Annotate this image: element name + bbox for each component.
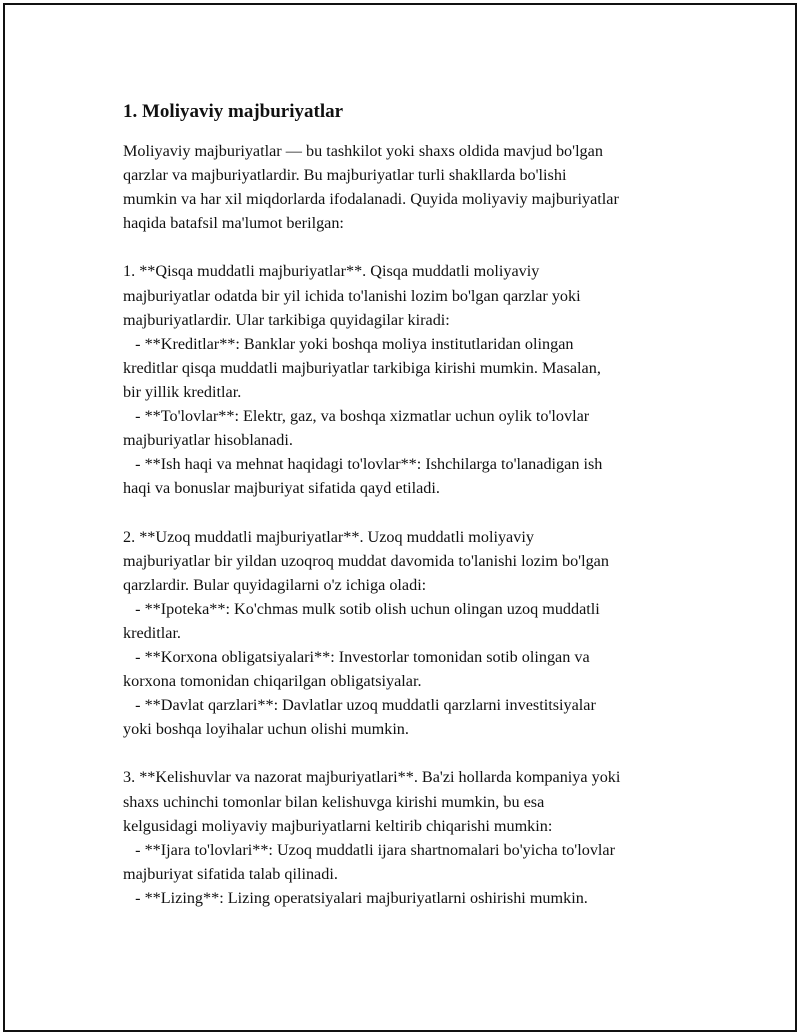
page-frame [3, 3, 797, 1032]
document-body: Moliyaviy majburiyatlar — bu tashkilot yoki shaxs oldida mavjud bo'lgan qarzlar va majburiyatlardir. Bu majburiyatlar turli shakllarda bo'lishi mumkin va har xil miqdorlarda ifodalanadi. Quyida moliyaviy majburiyatlar haqida batafsil ma'lumot berilgan: 1. **Qisqa muddatli majburiyatlar**. Qisqa muddatli moliyaviy majburiyatlar odatda bir yil ichida to'lanishi lozim bo'lgan qarzlar yoki majburiyatlardir. Ular tarkibiga quyidagilar kiradi: - **Kreditlar**: Banklar yoki boshqa moliya institutlaridan olingan kreditlar qisqa muddatli majburiyatlar tarkibiga kirishi mumkin. Masalan, bir yillik kreditlar. - **To'lovlar**: Elektr, gaz, va boshqa xizmatlar uchun oylik to'lovlar majburiyatlar hisoblanadi. - **Ish haqi va mehnat haqidagi to'lovlar**: Ishchilarga to'lanadigan ish haqi va bonuslar majburiyat sifatida qayd etiladi. 2. **Uzoq muddatli majburiyatlar**. Uzoq muddatli moliyaviy majburiyatlar bir yildan uzoqroq muddat davomida to'lanishi lozim bo'lgan qarzlardir. Bular quyidagilarni o'z ichiga oladi: - **Ipoteka**: Ko'chmas mulk sotib olish uchun olingan uzoq muddatli kreditlar. - **Korxona obligatsiyalari**: Investorlar tomonidan sotib olingan va korxona tomonidan chiqarilgan obligatsiyalar. - **Davlat qarzlari**: Davlatlar uzoq muddatli qarzlarni investitsiyalar yoki boshqa loyihalar uchun olishi mumkin. 3. **Kelishuvlar va nazorat majburiyatlari**. Ba'zi hollarda kompaniya yoki shaxs uchinchi tomonlar bilan kelishuvga kirishi mumkin, bu esa kelgusidagi moliyaviy majburiyatlarni keltirib chiqarishi mumkin: - **Ijara to'lovlari**: Uzoq muddatli ijara shartnomalari bo'yicha to'lovlar majburiyat sifatida talab qilinadi. - **Lizing**: Lizing operatsiyalari majburiyatlarni oshirishi mumkin. [123, 142, 621, 907]
document-title: 1. Moliyaviy majburiyatlar [123, 101, 344, 122]
document-content [123, 101, 723, 910]
